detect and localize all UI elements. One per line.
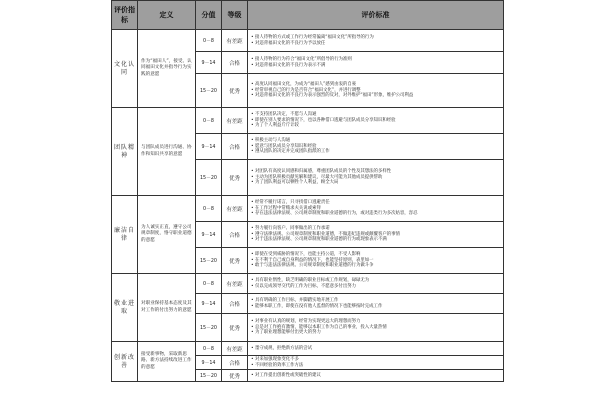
level-cell: 合格	[222, 222, 248, 248]
criteria-cell	[248, 30, 504, 52]
criteria-item: • 经常审视自己的行为是否符合“福田文化”，并进行调整	[251, 88, 500, 94]
criteria-item: • 对来加强现象变化不多	[251, 357, 500, 363]
score-cell: 9－14	[196, 52, 222, 74]
header-criteria: 评价标准	[248, 1, 504, 30]
level-cell: 合格	[222, 134, 248, 160]
table-row	[112, 342, 504, 356]
criteria-cell	[248, 52, 504, 74]
criteria-item: • 墨守成规，拒绝新方法的尝试	[251, 346, 500, 352]
criteria-item: • 对于违法法律法规、公司规章制度和职业道德的行为或现象表示不满	[251, 237, 500, 243]
header-definition: 定义	[138, 1, 196, 30]
criteria-cell	[248, 74, 504, 108]
score-cell: 9－14	[196, 356, 222, 370]
indicator-cell: 敬业进取	[112, 274, 138, 342]
table-row	[112, 196, 504, 222]
criteria-item: • 接人待物的方式或工作行为经常偏离“福田文化”所指导的行为	[251, 35, 500, 41]
criteria-cell	[248, 248, 504, 274]
indicator-cell: 文化认同	[112, 30, 138, 108]
indicator-cell: 团队精神	[112, 108, 138, 196]
criteria-item: • 遵守法律法规、公司规章制度和职业道德，不做违纪违规或颠覆客户的事情	[251, 232, 500, 238]
criteria-item: • 努力履行向客户、同事做出的工作承诺	[251, 226, 500, 232]
criteria-item: • 为了职业理想能够付出更大的努力	[251, 330, 500, 336]
evaluation-table	[111, 0, 504, 382]
criteria-item: • 对事业有认真的规划，经常为实现更远大的理想而努力	[251, 319, 500, 325]
definition-cell: 作为“福田人”，接受、认同福田文化并指导行为实践的意愿	[138, 30, 196, 108]
criteria-item: • 仅以完成领导交代的工作为目标，不愿意多付出努力	[251, 284, 500, 290]
criteria-item: • 高度认同福田文化，为成为“福田人”感到由衷的自豪	[251, 82, 500, 88]
criteria-cell	[248, 222, 504, 248]
criteria-item: • 愿意与团队成员分享知识和经验	[251, 144, 500, 150]
criteria-cell	[248, 370, 504, 382]
table-row	[112, 108, 504, 134]
level-cell: 优秀	[222, 370, 248, 382]
criteria-item: • 不回经验的效率工作方法	[251, 363, 500, 369]
level-cell: 优秀	[222, 160, 248, 196]
score-cell: 15－20	[196, 74, 222, 108]
score-cell: 9－14	[196, 134, 222, 160]
score-cell: 0－8	[196, 196, 222, 222]
level-cell: 合格	[222, 294, 248, 314]
score-cell: 0－8	[196, 30, 222, 52]
indicator-cell: 创新改善	[112, 342, 138, 382]
score-cell: 0－8	[196, 108, 222, 134]
score-cell: 9－14	[196, 294, 222, 314]
criteria-item: • 具有职业惰性，缺乏明确的职业目标或工作规划，碌碌无为	[251, 278, 500, 284]
header-indicator: 评价指标	[112, 1, 138, 30]
criteria-item: • 为了团队利益可以牺牲个人利益，顾全大局	[251, 180, 500, 186]
evaluation-sheet	[111, 0, 503, 400]
criteria-item: • 对违背福田文化的不良行为表示强烈的反对，对外维护“福田”形象，维护公司利益	[251, 93, 500, 99]
definition-cell: 为人诚实正直，遵守公司规章制度，恪守职业道德的意愿	[138, 196, 196, 274]
definition-cell: 接受新事物，采取新思路、新方法持续改进工作的意愿	[138, 342, 196, 382]
table-row	[112, 274, 504, 294]
criteria-item: • 存在违法法律法规、公司规章制度和职业道德的行为，或对违类行为多次姑容，容忍	[251, 211, 500, 217]
definition-cell: 与团队成员进行沟通、协作和知识共享的意愿	[138, 108, 196, 196]
criteria-cell	[248, 274, 504, 294]
criteria-item: • 接人待物的行为符合“福田文化”所倡导的行为准则	[251, 57, 500, 63]
level-cell: 优秀	[222, 74, 248, 108]
criteria-item: • 为了个人利益斤斤计较	[251, 123, 500, 129]
criteria-item: • 总是对工作抱有激情，能够以本职工作为自己的事业，投入大量热情	[251, 325, 500, 331]
table-body	[112, 30, 504, 382]
level-cell: 有差距	[222, 196, 248, 222]
criteria-item: • 在不利于自己或自身利益的情况下，也能坚持原则，表里如一	[251, 258, 500, 264]
header-row	[112, 1, 504, 30]
level-cell: 合格	[222, 52, 248, 74]
score-cell: 15－20	[196, 160, 222, 196]
level-cell: 合格	[222, 356, 248, 370]
criteria-cell	[248, 356, 504, 370]
criteria-cell	[248, 108, 504, 134]
table-row	[112, 30, 504, 52]
score-cell: 15－20	[196, 370, 222, 382]
criteria-item: • 对违背福田文化的不良行为予以放任	[251, 41, 500, 47]
level-cell: 有差距	[222, 30, 248, 52]
score-cell: 15－20	[196, 248, 222, 274]
criteria-item: • 在工作过程中常贿求夫关说或索拜	[251, 206, 500, 212]
criteria-cell	[248, 342, 504, 356]
criteria-cell	[248, 160, 504, 196]
criteria-cell	[248, 134, 504, 160]
criteria-item: • 遵从团队的决定并完成团队指派的工作	[251, 149, 500, 155]
level-cell: 优秀	[222, 248, 248, 274]
header-level: 等级	[222, 1, 248, 30]
header-score: 分值	[196, 1, 222, 30]
level-cell: 有差距	[222, 108, 248, 134]
criteria-cell	[248, 314, 504, 342]
score-cell: 15－20	[196, 314, 222, 342]
criteria-item: • 主动为团队积极贡献见解和建议，尽最大可能为其他成员提供帮助	[251, 175, 500, 181]
level-cell: 优秀	[222, 314, 248, 342]
level-cell: 有差距	[222, 342, 248, 356]
criteria-item: • 对团队有高度认同感和归属感，尊重团队成员的个性及其想法的多样性	[251, 169, 500, 175]
criteria-cell	[248, 294, 504, 314]
criteria-item: • 能够本职工作，即使在没有他人监督的情况下也能够按时完成工作	[251, 304, 500, 310]
criteria-cell	[248, 196, 504, 222]
criteria-item: • 对工作提出创新性或突破性的建议	[251, 373, 500, 379]
indicator-cell: 廉洁自律	[112, 196, 138, 274]
criteria-item: • 经常不履行诺言，只寻找借口逃避责任	[251, 200, 500, 206]
criteria-item: • 即使在受到威胁的情况下，也能主持公道，不受人影响	[251, 252, 500, 258]
criteria-item: • 积极主动与人沟通	[251, 138, 500, 144]
criteria-item: • 不支持团队决定，不愿与人沟通	[251, 112, 500, 118]
level-cell: 有差距	[222, 274, 248, 294]
criteria-item: • 具有明确的工作目标，并脚踏实地开展工作	[251, 298, 500, 304]
criteria-item: • 即使在别人要求的情况下，也以各种借口逃避与团队成员分享知识和经验	[251, 118, 500, 124]
criteria-item: • 对违背福田文化的不良行为表示不满	[251, 63, 500, 69]
definition-cell: 对职业保持基本态度及其对工作的付出努力的意愿	[138, 274, 196, 342]
criteria-item: • 敢于与违法法律法规、公司规章制度和职业道德的行为做斗争	[251, 263, 500, 269]
score-cell: 0－8	[196, 342, 222, 356]
score-cell: 0－8	[196, 274, 222, 294]
score-cell: 9－14	[196, 222, 222, 248]
